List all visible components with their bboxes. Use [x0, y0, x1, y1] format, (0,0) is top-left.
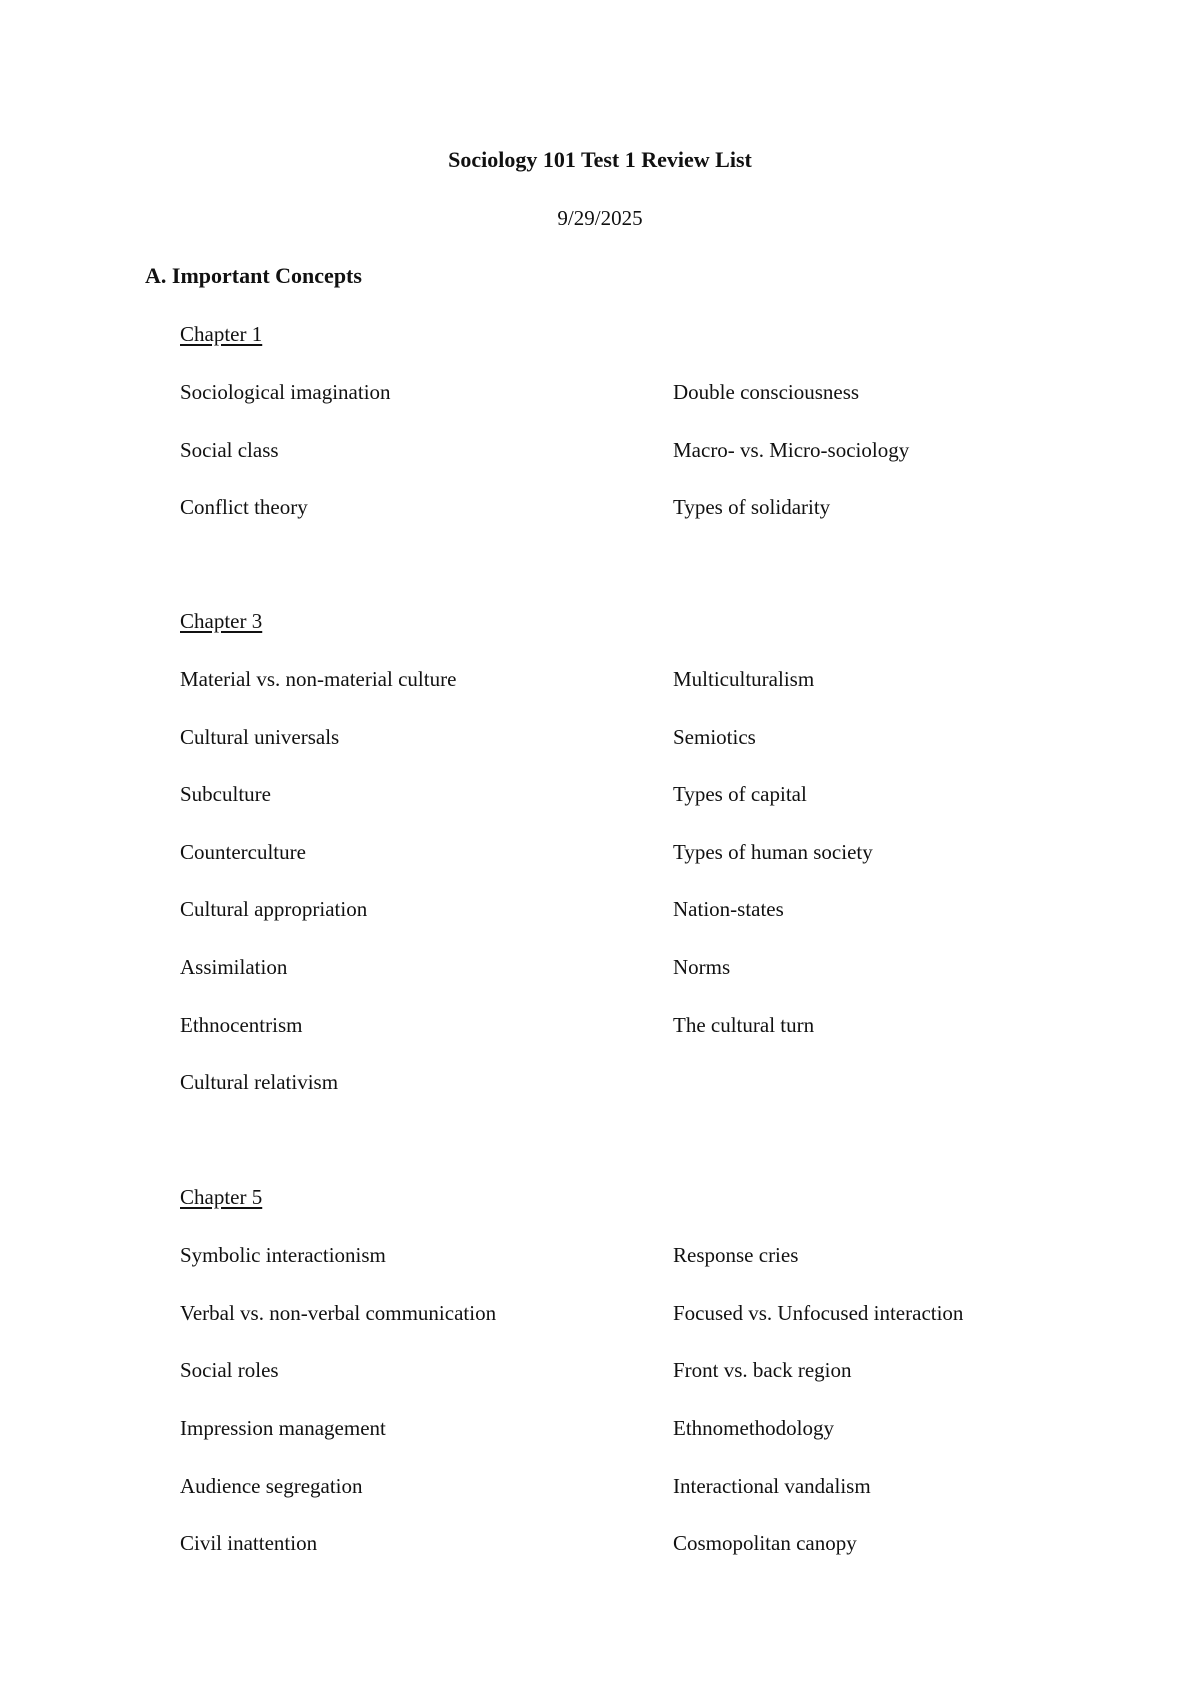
concept-item: Types of solidarity	[673, 495, 831, 519]
concept-row	[180, 493, 1080, 521]
concept-row	[180, 1011, 1080, 1039]
concept-item: Double consciousness	[673, 380, 860, 404]
concept-item: Front vs. back region	[673, 1358, 852, 1382]
concept-row	[180, 780, 1080, 808]
chapter-3-heading: Chapter 3	[180, 609, 263, 633]
document-title: Sociology 101 Test 1 Review List	[448, 147, 752, 172]
concept-item: Ethnocentrism	[180, 1013, 303, 1037]
concept-item: Semiotics	[673, 725, 756, 749]
concept-item: Types of human society	[673, 840, 873, 864]
concept-item: Social roles	[180, 1358, 279, 1382]
concept-item: Types of capital	[673, 782, 807, 806]
concept-item: Civil inattention	[180, 1531, 318, 1555]
concept-item: Cultural relativism	[180, 1070, 339, 1094]
concept-row	[180, 1356, 1080, 1384]
concept-item: Audience segregation	[180, 1474, 363, 1498]
concept-row	[180, 953, 1080, 981]
concept-row	[180, 723, 1080, 751]
concept-item: Cultural appropriation	[180, 897, 368, 921]
concept-item: Assimilation	[180, 955, 288, 979]
concept-item: Symbolic interactionism	[180, 1243, 386, 1267]
chapter-5-heading: Chapter 5	[180, 1185, 263, 1209]
concept-row	[180, 1068, 1080, 1096]
concept-row	[180, 838, 1080, 866]
concept-item: Macro- vs. Micro-sociology	[673, 438, 910, 462]
concept-row	[180, 665, 1080, 693]
concept-item: Response cries	[673, 1243, 799, 1267]
concept-row	[180, 1241, 1080, 1269]
concept-row	[180, 1414, 1080, 1442]
concept-row	[180, 1299, 1080, 1327]
concept-item: Counterculture	[180, 840, 306, 864]
concept-item: Focused vs. Unfocused interaction	[673, 1301, 964, 1325]
concept-row	[180, 1529, 1080, 1557]
chapter-1-heading: Chapter 1	[180, 322, 263, 346]
concept-item: Nation-states	[673, 897, 784, 921]
concept-item: Norms	[673, 955, 731, 979]
concept-item: Sociological imagination	[180, 380, 391, 404]
concept-item: Social class	[180, 438, 279, 462]
concept-row	[180, 436, 1080, 464]
section-heading-important-concepts: A. Important Concepts	[145, 263, 362, 288]
concept-row	[180, 378, 1080, 406]
document-date: 9/29/2025	[557, 206, 643, 230]
concept-item: The cultural turn	[673, 1013, 815, 1037]
concept-item: Material vs. non-material culture	[180, 667, 457, 691]
concept-item: Interactional vandalism	[673, 1474, 871, 1498]
concept-item: Multiculturalism	[673, 667, 815, 691]
concept-item: Impression management	[180, 1416, 386, 1440]
concept-item: Cosmopolitan canopy	[673, 1531, 857, 1555]
concept-item: Cultural universals	[180, 725, 340, 749]
concept-item: Subculture	[180, 782, 271, 806]
concept-item: Ethnomethodology	[673, 1416, 834, 1440]
concept-item: Verbal vs. non-verbal communication	[180, 1301, 497, 1325]
concept-row	[180, 1472, 1080, 1500]
concept-row	[180, 895, 1080, 923]
concept-item: Conflict theory	[180, 495, 308, 519]
